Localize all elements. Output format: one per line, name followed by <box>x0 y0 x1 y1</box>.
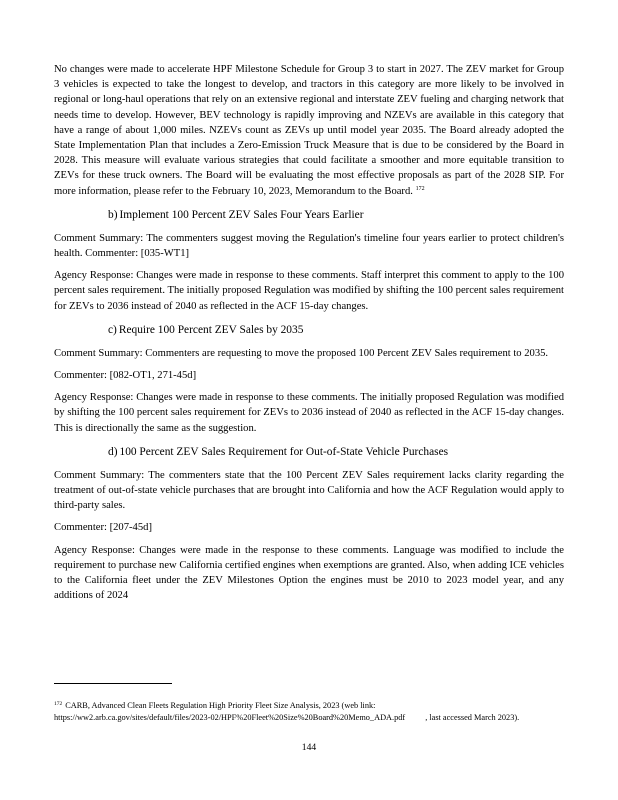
commenter-d: Commenter: [207-45d] <box>54 522 152 534</box>
section-heading-c: c) Require 100 Percent ZEV Sales by 2035 <box>108 323 304 336</box>
footnote-reference: 172 <box>415 185 425 192</box>
section-heading-b: b) Implement 100 Percent ZEV Sales Four Years Earlier <box>108 208 364 221</box>
comment-summary-d: Comment Summary: The commenters state that the 100 Percent ZEV Sales requirement lacks clarity regarding the treatment of out-of-state vehicle purchases that are brought into California and how the ACF Regulation would apply to third-party sales. <box>54 469 564 512</box>
agency-response-c: Agency Response: Changes were made in response to these comments. The initially proposed Regulation was modified by shifting the 100 percent sales requirement for ZEVs to 2036 instead of 2040 as reflected in the ACF 15-day changes. This is directionally the same as the suggestion. <box>54 392 564 434</box>
footnote-accessed: , last accessed March 2023). <box>425 713 520 722</box>
commenter-c: Commenter: [082-OT1, 271-45d] <box>54 370 197 382</box>
agency-response-d: Agency Response: Changes were made in the response to these comments. Language was modified to include the requirement to purchase new California certified engines when exemptions are granted. Also, when adding ICE vehicles to the California fleet under the ZEV Milestones Option the engines must be 2010 to 2023 model year, and any additions of 2024 <box>54 544 564 602</box>
comment-summary-c: Comment Summary: Commenters are requesting to move the proposed 100 Percent ZEV Sales requirement to 2035. <box>54 347 549 359</box>
section-heading-d: d) 100 Percent ZEV Sales Requirement for Out-of-State Vehicle Purchases <box>108 445 449 458</box>
agency-response-b: Agency Response: Changes were made in response to these comments. Staff interpret this comment to apply to the 100 percent sales requirement. The initially proposed Regulation was modified by shifting the 100 percent sales requirement for ZEVs to 2036 instead of 2040 as reflected in the ACF 15-day changes. <box>54 270 564 312</box>
footnote-link[interactable]: https://ww2.arb.ca.gov/sites/default/files/2023-02/HPF%20Fleet%20Size%20Board%20Memo_ADA.pdf <box>54 713 406 722</box>
footnote-text: CARB, Advanced Clean Fleets Regulation High Priority Fleet Size Analysis, 2023 (web link: <box>65 701 376 710</box>
comment-summary-b: Comment Summary: The commenters suggest moving the Regulation's timeline four years earlier to protect children's health. Commenter: [035-WT1] <box>54 232 564 260</box>
footnote-divider <box>54 683 172 684</box>
footnote-number: 172 <box>54 701 63 707</box>
body-text <box>54 62 564 603</box>
page-number: 144 <box>301 742 317 753</box>
footnote-172 <box>54 698 564 724</box>
paragraph-group3-milestone: No changes were made to accelerate HPF Milestone Schedule for Group 3 to start in 2027. The ZEV market for Group 3 vehicles is expected to take the longest to develop, and tractors in this category are more likely to be involved in regional or long-haul operations that rely on an extensive regional and interstate ZEV fueling and charging network that needs time to develop. However, BEV technology is rapidly improving and NZEVs are available in this category that have a range of about 1,000 miles. NZEVs count as ZEVs up until model year 2035. The Board already adopted the State Implementation Plan that includes a Zero-Emission Truck Measure that is due to be considered by the Board in 2028. This measure will evaluate various strategies that could facilitate a smoother and more equitable transition to ZEVs for these truck owners. The Board will be evaluating the most effective proposals as part of the 2028 SIP. For more information, please refer to the February 10, 2023, Memorandum to the Board. $^{172}$ <box>54 64 564 197</box>
